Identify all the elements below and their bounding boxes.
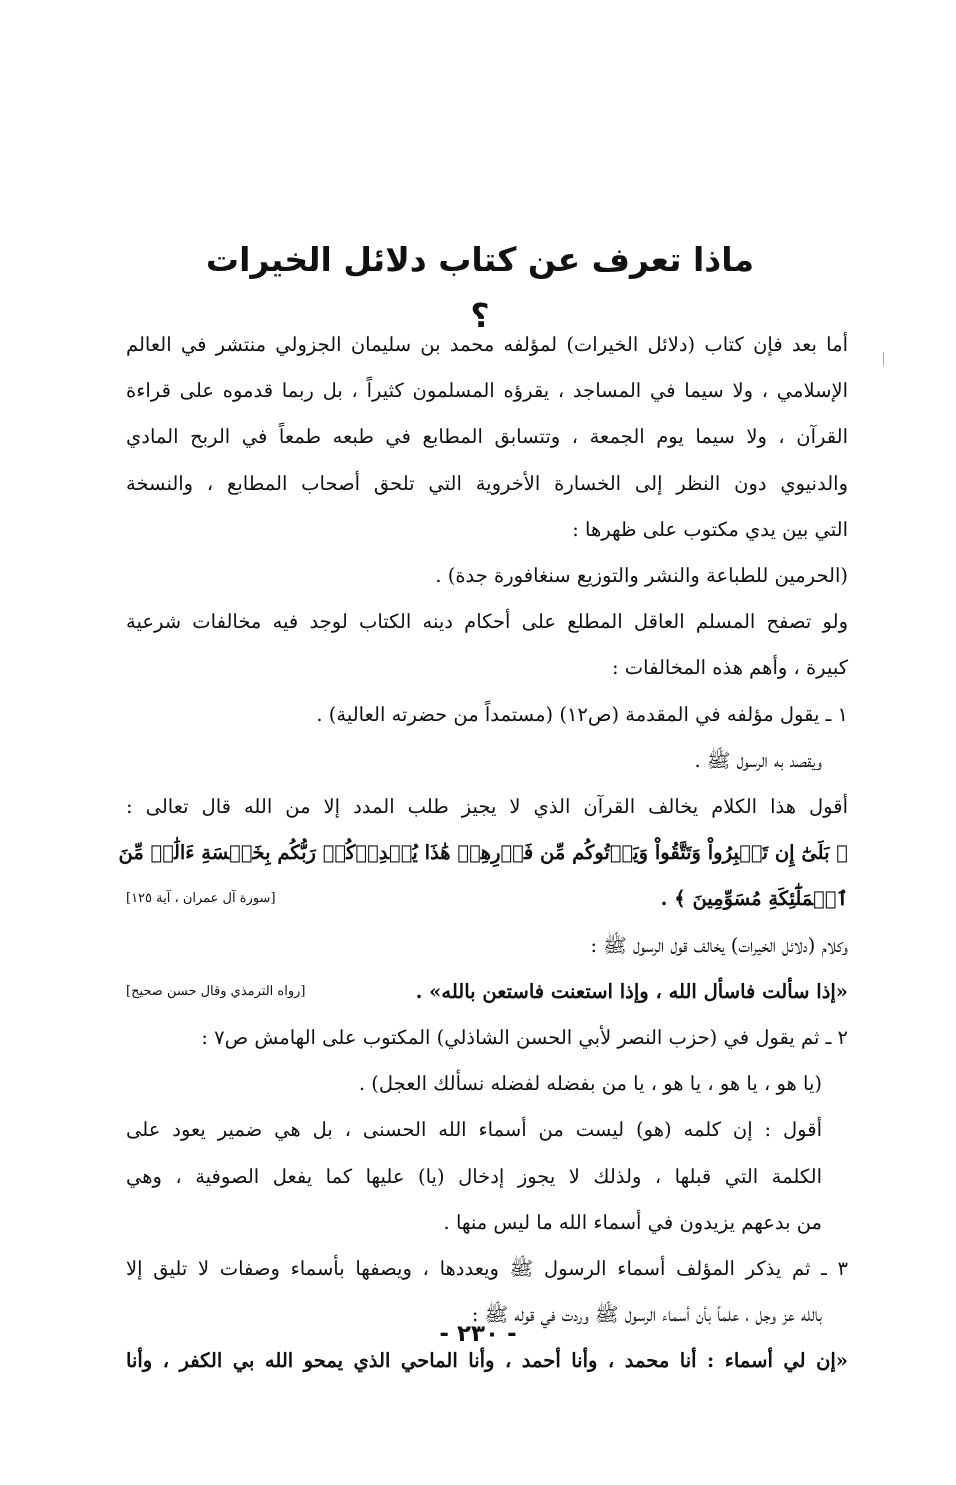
line-text: ﴿ بَلَىٰٓ إِن تَصۡبِرُواْ وَتَتَّقُواْ وَيَأۡتُوكُم مِّن فَوۡرِهِمۡ هَٰذَا يُمۡدِدۡكُمۡ رَبُّكُم بِخَمۡسَةِ ءَالَٰفٖ مِّنَ <box>118 841 848 864</box>
line-text: أما بعد فإن كتاب (دلائل الخيرات) لمؤلفه محمد بن سليمان الجزولي منتشر في العالم <box>126 333 848 356</box>
text-line <box>126 784 848 830</box>
citation-source: [سورة آل عمران ، آية ١٢٥] <box>126 891 276 906</box>
line-text: «إذا سألت فاسأل الله ، وإذا استعنت فاستعن بالله» . <box>415 980 848 1003</box>
text-line <box>126 368 848 414</box>
line-text: (يا هو ، يا هو ، يا هو ، يا من بفضله لفضله نسألك العجل) . <box>358 1072 822 1095</box>
text-line <box>126 322 848 368</box>
page-title: ماذا تعرف عن كتاب دلائل الخيرات ؟ <box>205 240 755 335</box>
line-text: الكلمة التي قبلها ، ولذلك لا يجوز إدخال (يا) عليها كما يفعل الصوفية ، وهي <box>126 1165 822 1188</box>
text-line <box>118 830 848 876</box>
text-line <box>126 1246 848 1292</box>
page-number: - ٢٣٠ - <box>439 1321 517 1347</box>
line-text: والدنيوي دون النظر إلى الخسارة الأخروية التي تلحق أصحاب المطابع ، والنسخة <box>126 472 848 495</box>
line-text: التي بين يدي مكتوب على ظهرها : <box>572 518 848 541</box>
line-text: من بدعهم يزيدون في أسماء الله ما ليس منها . <box>443 1211 822 1234</box>
text-line <box>126 1107 822 1153</box>
text-line <box>126 876 848 922</box>
line-text: أقول هذا الكلام يخالف القرآن الذي لا يجيز طلب المدد إلا من الله قال تعالى : <box>126 795 848 818</box>
text-line <box>126 507 848 553</box>
text-line <box>126 1154 822 1200</box>
scan-edge-mark <box>883 352 884 366</box>
line-text: القرآن ، ولا سيما يوم الجمعة ، وتتسابق المطابع في طبعه طمعاً في الربح المادي <box>126 425 848 448</box>
line-text: كبيرة ، وأهم هذه المخالفات : <box>612 656 848 679</box>
text-line <box>126 1061 822 1107</box>
line-text: بالله عز وجل ، علماً بأن أسماء الرسول ﷺ وردت في قوله ﷺ : <box>471 1303 822 1326</box>
line-text: ولو تصفح المسلم العاقل المطلع على أحكام دينه الكتاب لوجد فيه مخالفات شرعية <box>126 610 848 633</box>
line-text: ١ ـ يقول مؤلفه في المقدمة (ص١٢) (مستمداً من حضرته العالية) . <box>316 703 848 726</box>
text-line <box>126 692 848 738</box>
text-line <box>126 414 848 460</box>
text-line <box>126 923 848 969</box>
text-line <box>126 461 848 507</box>
text-line <box>126 738 822 784</box>
text-line <box>126 599 848 645</box>
line-text: أقول : إن كلمه (هو) ليست من أسماء الله الحسنى ، بل هي ضمير يعود على <box>126 1118 822 1141</box>
line-text: ٣ ـ ثم يذكر المؤلف أسماء الرسول ﷺ ويعددها ، ويصفها بأسماء وصفات لا تليق إلا <box>126 1257 848 1280</box>
line-text: «إن لي أسماء : أنا محمد ، وأنا أحمد ، وأنا الماحي الذي يمحو الله بي الكفر ، وأنا <box>126 1349 848 1372</box>
text-line <box>126 1015 848 1061</box>
text-line <box>126 645 848 691</box>
line-text: وكلام (دلائل الخيرات) يخالف قول الرسول ﷺ : <box>590 934 848 957</box>
line-text: ٢ ـ ثم يقول في (حزب النصر لأبي الحسن الشاذلي) المكتوب على الهامش ص٧ : <box>201 1026 848 1049</box>
citation-source: [رواه الترمذي وقال حسن صحيح] <box>126 984 306 999</box>
line-text: ويقصد به الرسول ﷺ . <box>694 749 822 772</box>
line-text: ٱلۡمَلَٰٓئِكَةِ مُسَوِّمِينَ ﴾ . <box>660 887 848 910</box>
text-line <box>126 553 848 599</box>
line-text: الإسلامي ، ولا سيما في المساجد ، يقرؤه المسلمون كثيراً ، بل ربما قدموه على قراءة <box>126 379 848 402</box>
text-line <box>126 1200 822 1246</box>
line-text: (الحرمين للطباعة والنشر والتوزيع سنغافورة جدة) . <box>435 564 848 587</box>
text-line <box>126 969 848 1015</box>
